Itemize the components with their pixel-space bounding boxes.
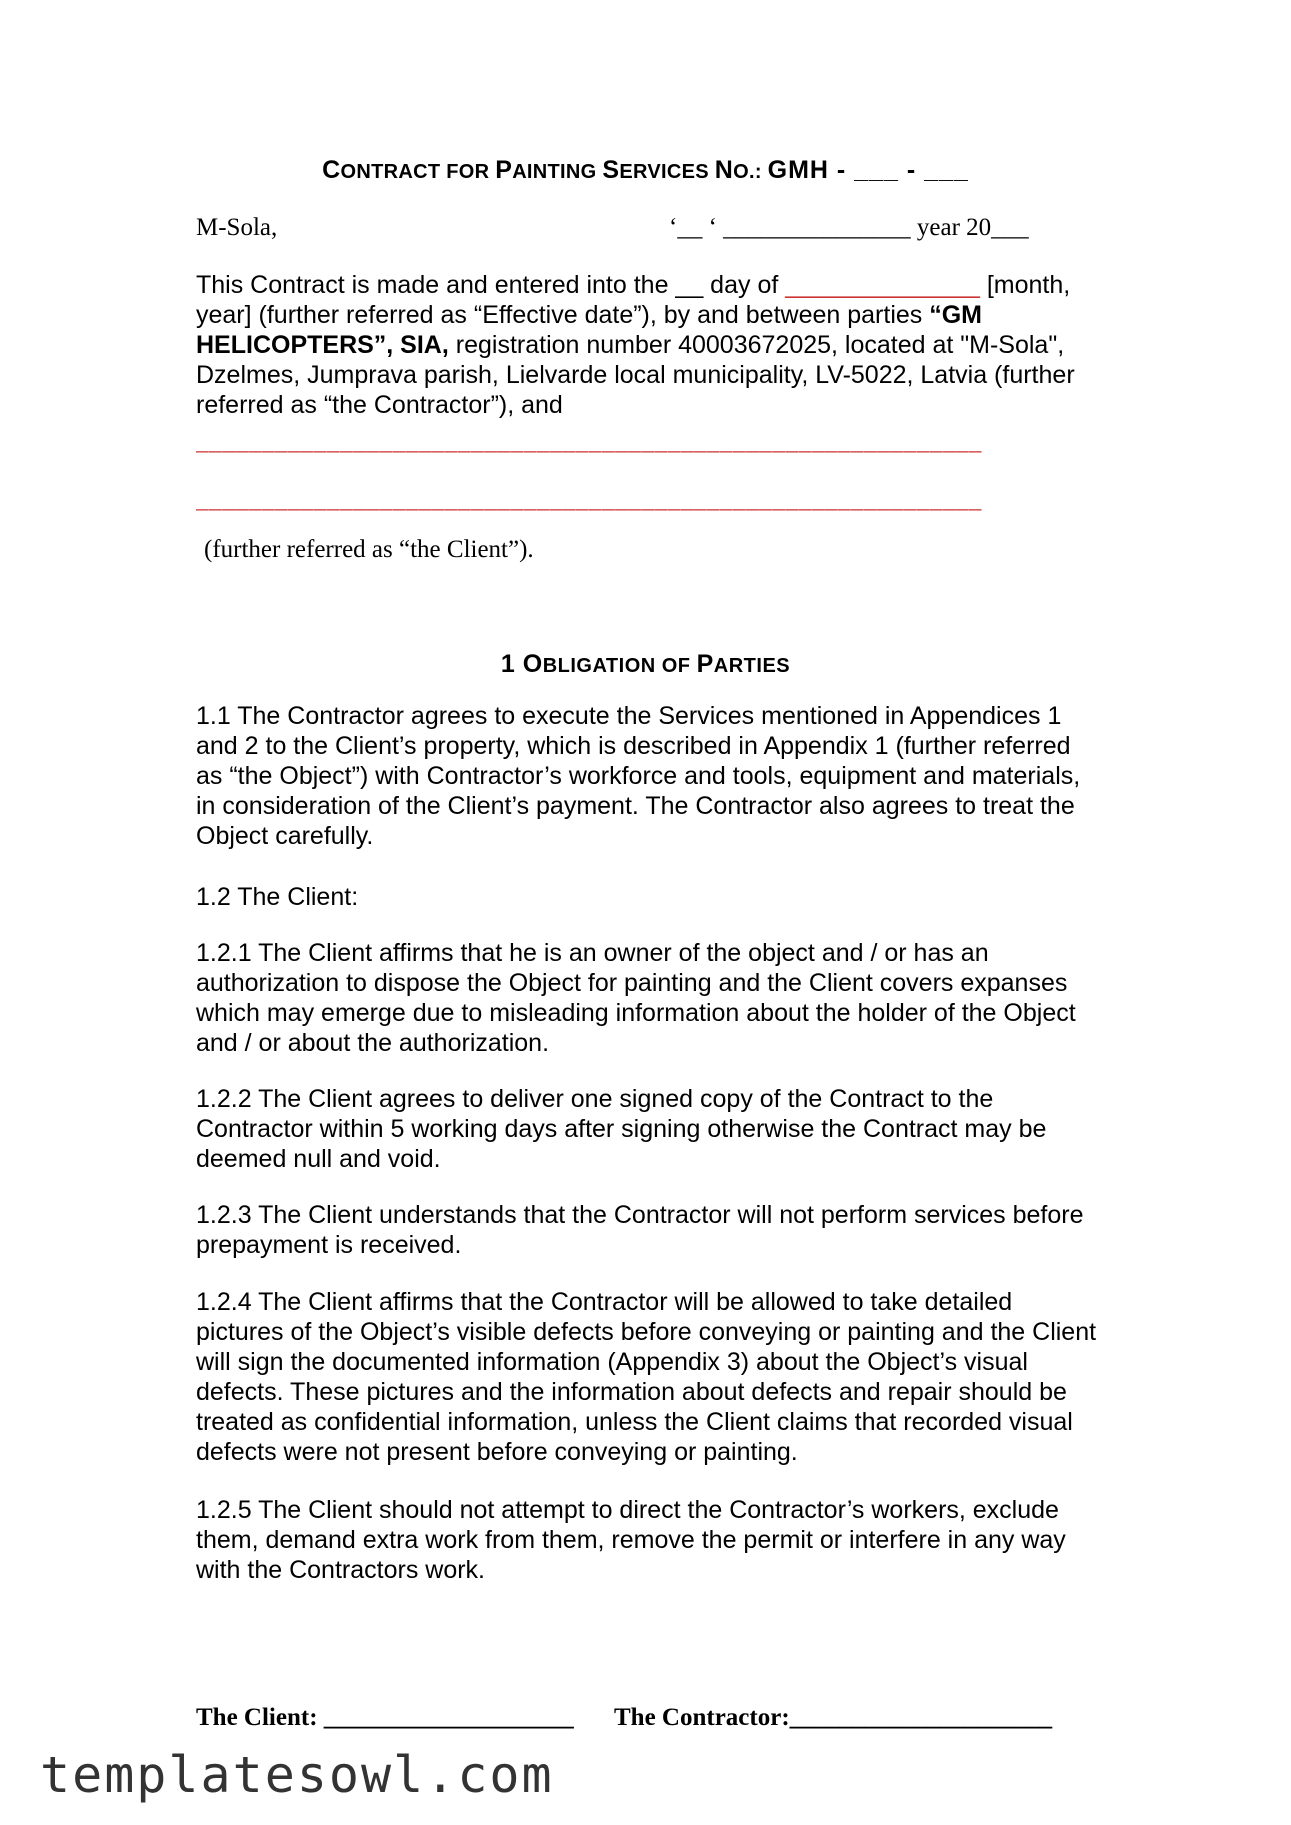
client-details-blank-line-2: ____________________________________________________________ <box>196 486 982 513</box>
title-cap-c: C <box>322 156 341 184</box>
title-word-contract-for: ONTRACT FOR <box>340 161 496 183</box>
section-number: 1 <box>500 650 523 678</box>
clause-1-2: 1.2 The Client: <box>196 883 359 911</box>
title-word-services: ERVICES <box>619 161 715 183</box>
client-details-blank-line-1: ____________________________________________________________ <box>196 428 982 455</box>
title-word-no: O.: <box>733 161 768 183</box>
contract-number-blank: GMH - ___ - ___ <box>767 156 969 184</box>
contract-date-blank: ‘__ ‘ _______________ year 20___ <box>669 214 1029 241</box>
contractor-signature-line: The Contractor:_____________________ <box>614 1704 1053 1731</box>
section-heading-obligations <box>0 650 1291 679</box>
section-cap-p: P <box>696 650 714 678</box>
clause-1-2-4: 1.2.4 The Client affirms that the Contractor will be allowed to take detailed pictures of the Object’s visible defects before conveying or painting and the Client will sign the documented information (Appendix 3) about the Object’s visual defects. These pictures and the information about defects and repair should be treated as confidential information, unless the Client claims that recorded visual defects were not present before conveying or painting. <box>196 1288 1097 1466</box>
clause-1-1: 1.1 The Contractor agrees to execute the Services mentioned in Appendices 1 and 2 to the Client’s property, which is described in Appendix 1 (further referred as “the Object”) with Contractor’s workforce and tools, equipment and materials, in consideration of the Client’s payment. The Contractor also agrees to treat the Object carefully. <box>196 702 1081 850</box>
intro-month-blank: ______________ <box>785 271 980 299</box>
title-cap-n: N <box>714 156 734 184</box>
intro-text-3: registration number 40003672025, located at "M-Sola", Dzelmes, Jumprava parish, Lielvarde local municipality, LV-5022, Latvia (further referred as “the Contractor”), and <box>196 331 1075 419</box>
clause-1-2-5: 1.2.5 The Client should not attempt to direct the Contractor’s workers, exclude them, demand extra work from them, remove the permit or interfere in any way with the Contractors work. <box>196 1496 1066 1584</box>
clause-1-2-3: 1.2.3 The Client understands that the Contractor will not perform services before prepayment is received. <box>196 1201 1084 1259</box>
contractor-company-name: “GM HELICOPTERS”, SIA, <box>196 301 983 359</box>
section-word-obligation-of: BLIGATION OF <box>542 655 697 677</box>
title-cap-p: P <box>495 156 513 184</box>
client-reference: (further referred as “the Client”). <box>204 536 534 563</box>
title-word-painting: AINTING <box>512 161 603 183</box>
title-cap-s: S <box>602 156 620 184</box>
section-word-parties: ARTIES <box>713 655 791 677</box>
contract-intro-paragraph <box>196 270 1101 420</box>
watermark: templatesowl.com <box>40 1746 554 1804</box>
contract-title <box>0 156 1291 185</box>
contract-place: M-Sola, <box>196 214 278 241</box>
clause-1-2-2: 1.2.2 The Client agrees to deliver one signed copy of the Contract to the Contractor within 5 working days after signing otherwise the Contract may be deemed null and void. <box>196 1085 1047 1173</box>
intro-text-1: This Contract is made and entered into the __ day of <box>196 271 786 299</box>
client-signature-line: The Client: ____________________ <box>196 1704 574 1731</box>
intro-text-2: [month, year] (further referred as “Effective date”), by and between parties <box>196 271 1071 329</box>
section-cap-o: O <box>522 650 543 678</box>
clause-1-2-1: 1.2.1 The Client affirms that he is an owner of the object and / or has an authorization to dispose the Object for painting and the Client covers expanses which may emerge due to misleading information about the holder of the Object and / or about the authorization. <box>196 939 1076 1057</box>
